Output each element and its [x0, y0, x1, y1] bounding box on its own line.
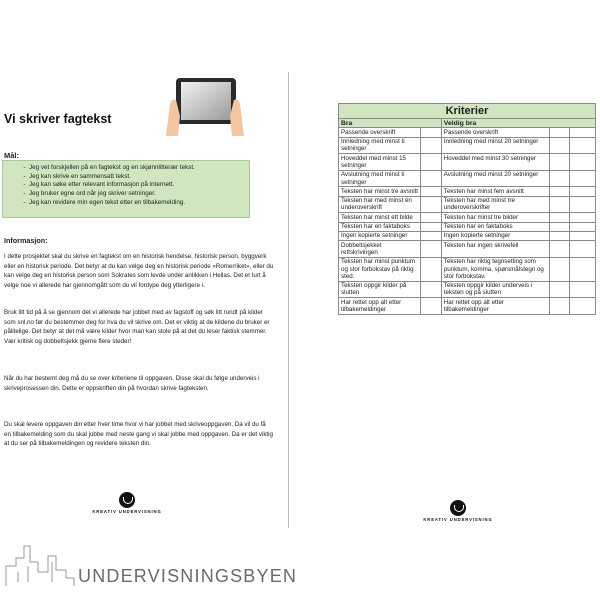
- criteria-row: [339, 298, 596, 315]
- criterion-veldig-bra: Teksten har ingen skrivefeil: [441, 241, 549, 258]
- criteria-row: [339, 196, 596, 213]
- criterion-veldig-bra: Teksten har riktig tegnsetting som punktum, komma, spørsmålstegn og stor forbokstav.: [441, 257, 549, 281]
- checkbox-cell[interactable]: [421, 257, 442, 281]
- column-header-bra: Bra: [339, 119, 442, 128]
- criterion-veldig-bra: Teksten har minst fem avsnitt: [441, 187, 549, 196]
- logo-icon: [119, 492, 135, 508]
- checkbox-cell[interactable]: [549, 196, 570, 213]
- checkbox-cell[interactable]: [549, 154, 570, 171]
- checkbox-cell[interactable]: [549, 231, 570, 240]
- criterion-veldig-bra: Teksten oppgir kilder underveis i teksten og på slutten: [441, 281, 549, 298]
- info-heading: Informasjon:: [4, 236, 48, 245]
- checkbox-cell[interactable]: [421, 128, 442, 137]
- criterion-bra: Innledning med minst ti setninger: [339, 137, 421, 154]
- checkbox-cell[interactable]: [570, 196, 596, 213]
- criteria-table: [338, 103, 596, 315]
- info-paragraph: Når du har bestemt deg må du se over kriteriene til oppgaven. Disse skal du følge underveis i skriveprosessen din. Dette er oppskriften din på hvordan skrive fagteksten.: [4, 375, 260, 392]
- page-title: Vi skriver fagtekst: [4, 112, 112, 126]
- criterion-bra: Hoveddel med minst 15 setninger: [339, 154, 421, 171]
- checkbox-cell[interactable]: [570, 137, 596, 154]
- criteria-row: [339, 187, 596, 196]
- checkbox-cell[interactable]: [570, 222, 596, 231]
- checkbox-cell[interactable]: [549, 241, 570, 258]
- criterion-veldig-bra: Innledning med minst 20 setninger: [441, 137, 549, 154]
- criteria-row: [339, 128, 596, 137]
- logo-icon: [450, 500, 466, 516]
- goal-item: - Jeg vet forskjellen på en fagtekst og en skjønnlitterær tekst.: [29, 164, 245, 173]
- criterion-bra: Har rettet opp alt etter tilbakemeldinger: [339, 298, 421, 315]
- criterion-veldig-bra: Passende overskrift: [441, 128, 549, 137]
- criterion-veldig-bra: Teksten har med minst tre underoverskrifter: [441, 196, 549, 213]
- checkbox-cell[interactable]: [549, 257, 570, 281]
- criteria-row: [339, 213, 596, 222]
- checkbox-cell[interactable]: [570, 128, 596, 137]
- criteria-row: [339, 154, 596, 171]
- checkbox-cell[interactable]: [421, 222, 442, 231]
- criterion-bra: Passende overskrift: [339, 128, 421, 137]
- checkbox-cell[interactable]: [421, 231, 442, 240]
- checkbox-cell[interactable]: [421, 137, 442, 154]
- checkbox-cell[interactable]: [549, 137, 570, 154]
- worksheet-page-left: [0, 70, 285, 530]
- criterion-veldig-bra: Teksten har en faktaboks: [441, 222, 549, 231]
- checkbox-cell[interactable]: [421, 170, 442, 187]
- page-divider: [288, 72, 289, 528]
- criterion-veldig-bra: Hoveddel med minst 30 setninger: [441, 154, 549, 171]
- info-paragraph: Du skal levere oppgaven din etter hver time hvor vi har jobbet med skriveoppgaven. Da vil du få en tilbakemelding som du skal jobbe med neste gang vi skal jobbe med oppgaven. Da er det viktig at du ser på tilbakemeldingen og revidere teksten din.: [4, 421, 273, 447]
- checkbox-cell[interactable]: [549, 187, 570, 196]
- criterion-bra: Ingen kopierte setninger: [339, 231, 421, 240]
- brand-name: UNDERVISNINGSBYEN: [78, 566, 298, 586]
- criterion-bra: Avslutning med minst ti setninger: [339, 170, 421, 187]
- goal-item: - Jeg kan søke etter relevant informasjon på internett.: [29, 181, 245, 190]
- info-paragraph: I dette prosjektet skal du skrive en fagtekst om en historisk hendelse, historisk person, byggverk eller en historisk periode. Det betyr at du kan velge deg en historisk periode «Romerriket», eller du kan velge deg en historisk person som Sokrates som levde under antikken i Hellas. Det er lurt å velge noe vi allerede har gjennomgått som du vil fordype deg ytterligere i.: [4, 253, 274, 289]
- column-header-veldig-bra: Veldig bra: [441, 119, 595, 128]
- criterion-veldig-bra: Avslutning med minst 20 setninger: [441, 170, 549, 187]
- checkbox-cell[interactable]: [549, 298, 570, 315]
- checkbox-cell[interactable]: [570, 187, 596, 196]
- criterion-bra: Teksten har minst ett bilde: [339, 213, 421, 222]
- checkbox-cell[interactable]: [549, 128, 570, 137]
- info-paragraph: Bruk litt tid på å se gjennom det vi allerede har jobbet med av fagstoff og søk litt rundt på kilder som snl.no før du bestemmer deg for hva du vil skrive om. Det er viktig at de kildene du bruker er pålitelige. Det betyr at det må være kilder hvor man kan stole på at det du leser faktisk stemmer. Vær kritisk og dobbeltsjekk gjerne flere steder!: [4, 309, 270, 345]
- goals-box: [2, 160, 250, 218]
- criteria-row: [339, 231, 596, 240]
- criteria-row: [339, 241, 596, 258]
- criterion-veldig-bra: Har rettet opp alt etter tilbakemeldinger: [441, 298, 549, 315]
- checkbox-cell[interactable]: [570, 281, 596, 298]
- goal-item: - Jeg kan skrive en sammensatt tekst.: [29, 173, 245, 182]
- checkbox-cell[interactable]: [549, 213, 570, 222]
- criterion-bra: Dobbeltsjekket rettskrivingen: [339, 241, 421, 258]
- checkbox-cell[interactable]: [570, 257, 596, 281]
- kreativ-undervisning-logo: [423, 500, 493, 526]
- checkbox-cell[interactable]: [570, 298, 596, 315]
- criteria-title: Kriterier: [339, 104, 596, 119]
- criterion-veldig-bra: Teksten har minst tre bilder: [441, 213, 549, 222]
- criteria-row: [339, 222, 596, 231]
- checkbox-cell[interactable]: [421, 281, 442, 298]
- checkbox-cell[interactable]: [421, 241, 442, 258]
- logo-text: KREATIV UNDERVISNING: [92, 509, 162, 514]
- checkbox-cell[interactable]: [421, 196, 442, 213]
- checkbox-cell[interactable]: [421, 298, 442, 315]
- checkbox-cell[interactable]: [421, 213, 442, 222]
- checkbox-cell[interactable]: [549, 170, 570, 187]
- goals-heading: Mål:: [4, 151, 19, 160]
- criteria-row: [339, 137, 596, 154]
- criterion-bra: Teksten har en faktaboks: [339, 222, 421, 231]
- checkbox-cell[interactable]: [570, 231, 596, 240]
- goal-item: - Jeg bruker egne ord når jeg skriver setninger.: [29, 190, 245, 199]
- checkbox-cell[interactable]: [570, 170, 596, 187]
- kreativ-undervisning-logo: [92, 492, 162, 514]
- checkbox-cell[interactable]: [421, 154, 442, 171]
- criterion-bra: Teksten har minst punktum og stor forbokstav på riktig sted.: [339, 257, 421, 281]
- criterion-bra: Teksten har minst tre avsnitt: [339, 187, 421, 196]
- criterion-veldig-bra: Ingen kopierte setninger: [441, 231, 549, 240]
- criteria-row: [339, 281, 596, 298]
- goal-item: - Jeg kan revidere min egen tekst etter en tilbakemelding.: [29, 199, 245, 208]
- checkbox-cell[interactable]: [549, 281, 570, 298]
- criteria-row: [339, 257, 596, 281]
- checkbox-cell[interactable]: [570, 213, 596, 222]
- criterion-bra: Teksten har med minst én underoverskrift: [339, 196, 421, 213]
- criterion-bra: Teksten oppgir kilder på slutten: [339, 281, 421, 298]
- criteria-row: [339, 170, 596, 187]
- logo-text: KREATIV UNDERVISNING: [423, 517, 493, 522]
- checkbox-cell[interactable]: [570, 241, 596, 258]
- checkbox-cell[interactable]: [549, 222, 570, 231]
- tablet-hands-illustration: [160, 76, 250, 142]
- checkbox-cell[interactable]: [570, 154, 596, 171]
- checkbox-cell[interactable]: [421, 187, 442, 196]
